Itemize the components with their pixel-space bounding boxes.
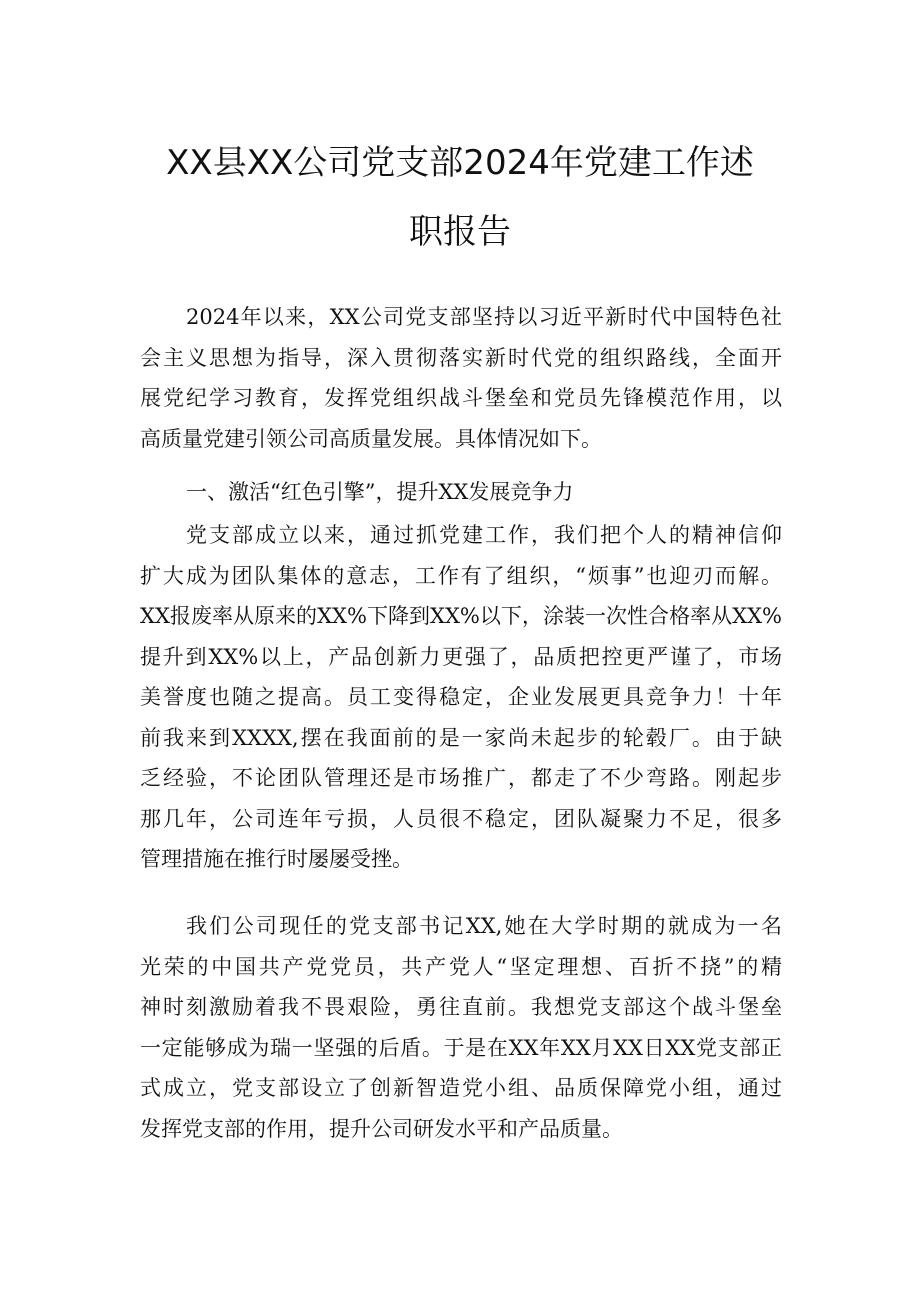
- paragraph-line: 一定能够成为瑞一坚强的后盾。于是在XX年XX月XX日XX党支部正: [140, 1035, 782, 1060]
- paragraph-line: 高质量党建引领公司高质量发展。具体情况如下。: [140, 426, 602, 451]
- paragraph-line: 乏经验，不论团队管理还是市场推广，都走了不少弯路。刚起步: [140, 766, 782, 790]
- paragraph-line: 2024年以来，XX公司党支部坚持以习近平新时代中国特色社: [186, 305, 782, 329]
- paragraph-line: 发挥党支部的作用，提升公司研发水平和产品质量。: [140, 1116, 623, 1141]
- document-title-line-2: 职报告: [409, 212, 511, 252]
- paragraph-line: 美誉度也随之提高。员工变得稳定，企业发展更具竞争力！十年: [140, 685, 782, 709]
- paragraph-line: XX报废率从原来的XX%下降到XX%以下，涂装一次性合格率从XX%: [140, 604, 782, 628]
- paragraph-line: 党支部成立以来，通过抓党建工作，我们把个人的精神信仰: [186, 523, 782, 547]
- section-heading-1: [140, 472, 782, 513]
- section-heading-text: 一、激活“红色引擎”，提升XX发展竞争力: [186, 480, 574, 504]
- paragraph-line: 展党纪学习教育，发挥党组织战斗堡垒和党员先锋模范作用，以: [140, 386, 782, 410]
- paragraph-line: 管理措施在推行时屡屡受挫。: [140, 847, 413, 871]
- paragraph-line: 光荣的中国共产党党员，共产党人“坚定理想、百折不挠”的精: [140, 954, 782, 979]
- paragraph-line: 神时刻激励着我不畏艰险，勇往直前。我想党支部这个战斗堡垒: [140, 995, 782, 1019]
- paragraph-line: 会主义思想为指导，深入贯彻落实新时代党的组织路线，全面开: [140, 345, 782, 370]
- paragraph-intro: [140, 297, 782, 459]
- paragraph-line: 提升到XX%以上，产品创新力更强了，品质把控更严谨了，市场: [140, 644, 782, 669]
- paragraph-secretary: [140, 906, 782, 1149]
- paragraph-line: 式成立，党支部设立了创新智造党小组、品质保障党小组，通过: [140, 1076, 782, 1100]
- paragraph-line: 扩大成为团队集体的意志，工作有了组织，“烦事”也迎刃而解。: [140, 563, 782, 588]
- paragraph-line: 我们公司现任的党支部书记XX,她在大学时期的就成为一名: [186, 914, 782, 938]
- paragraph-line: 前我来到XXXX,摆在我面前的是一家尚未起步的轮毂厂。由于缺: [140, 725, 782, 750]
- paragraph-history: [140, 515, 782, 880]
- document-title-line-1: XX县XX公司党支部2024年党建工作述: [166, 143, 754, 183]
- paragraph-line: 那几年，公司连年亏损，人员很不稳定，团队凝聚力不足，很多: [140, 806, 782, 831]
